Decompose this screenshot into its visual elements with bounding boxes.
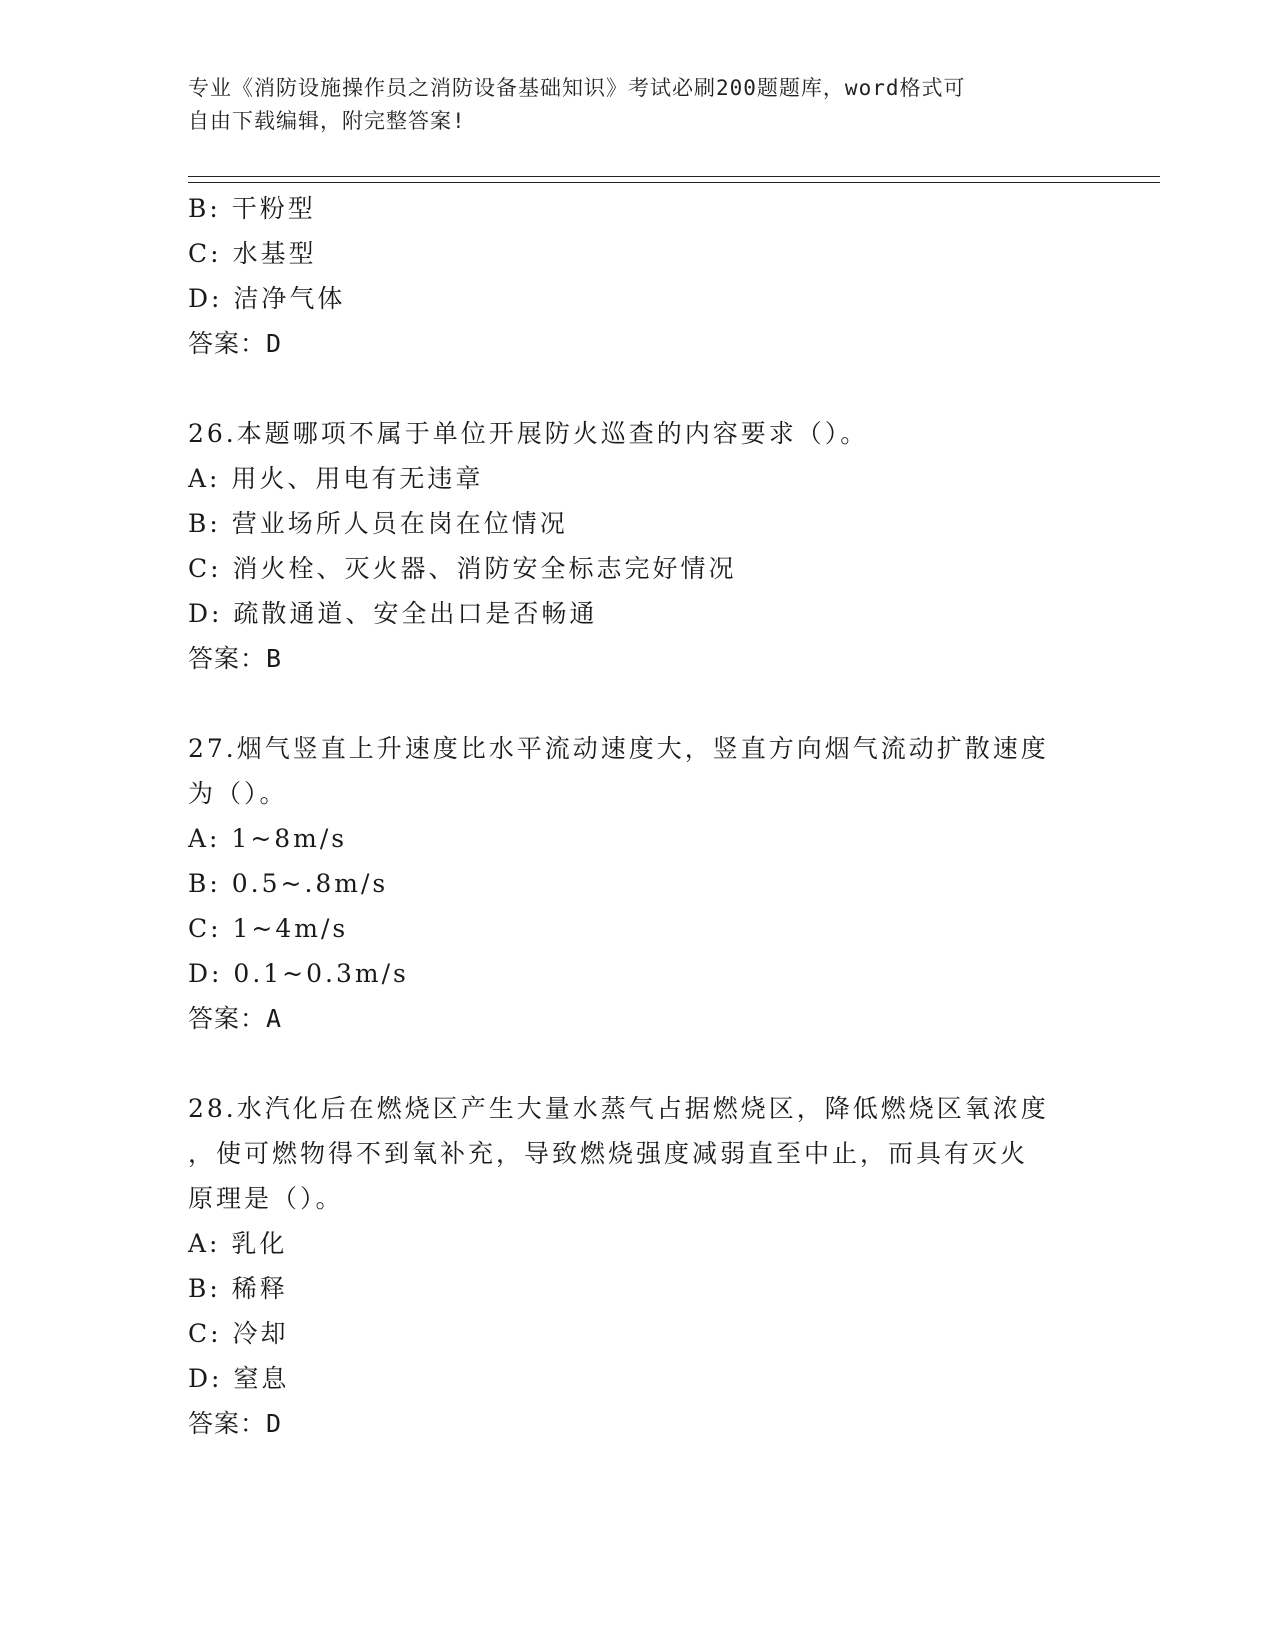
header-divider-bottom (188, 182, 1160, 183)
q25-option-c: C: 水基型 (188, 239, 317, 268)
header-divider-top (188, 176, 1160, 177)
q28-option-c: C: 冷却 (188, 1319, 289, 1348)
document-header (188, 72, 1088, 138)
q28-stem-line-2: ，使可燃物得不到氧补充，导致燃烧强度减弱直至中止，而具有灭火 (188, 1139, 1029, 1168)
q28-option-a: A: 乳化 (188, 1229, 288, 1258)
q27-option-c: C: 1~4m/s (188, 914, 349, 943)
q28-stem-line-1: 28.水汽化后在燃烧区产生大量水蒸气占据燃烧区，降低燃烧区氧浓度 (188, 1094, 1049, 1123)
q28-stem-line-3: 原理是（）。 (188, 1184, 344, 1213)
q27-stem-line-1: 27.烟气竖直上升速度比水平流动速度大，竖直方向烟气流动扩散速度 (188, 734, 1049, 763)
q25-answer: 答案：D (188, 329, 283, 358)
header-line-1: 专业《消防设施操作员之消防设备基础知识》考试必刷200题题库，word格式可 (188, 76, 966, 100)
q28-option-b: B: 稀释 (188, 1274, 288, 1303)
q27-option-a: A: 1~8m/s (188, 824, 348, 853)
q26-answer: 答案：B (188, 644, 283, 673)
q27-option-d: D: 0.1~0.3m/s (188, 959, 409, 988)
q27-stem-line-2: 为（）。 (188, 779, 288, 808)
q28-option-d: D: 窒息 (188, 1364, 290, 1393)
q26-stem: 26.本题哪项不属于单位开展防火巡查的内容要求（）。 (188, 419, 869, 448)
q26-option-b: B: 营业场所人员在岗在位情况 (188, 509, 568, 538)
header-line-2: 自由下载编辑，附完整答案! (188, 109, 466, 133)
q27-answer: 答案：A (188, 1004, 283, 1033)
q25-option-d: D: 洁净气体 (188, 284, 346, 313)
q27-option-b: B: 0.5~.8m/s (188, 869, 389, 898)
q26-option-a: A: 用火、用电有无违章 (188, 464, 484, 493)
q26-option-c: C: 消火栓、灭火器、消防安全标志完好情况 (188, 554, 737, 583)
q26-option-d: D: 疏散通道、安全出口是否畅通 (188, 599, 598, 628)
q28-answer: 答案：D (188, 1409, 283, 1438)
q25-option-b: B: 干粉型 (188, 194, 316, 223)
